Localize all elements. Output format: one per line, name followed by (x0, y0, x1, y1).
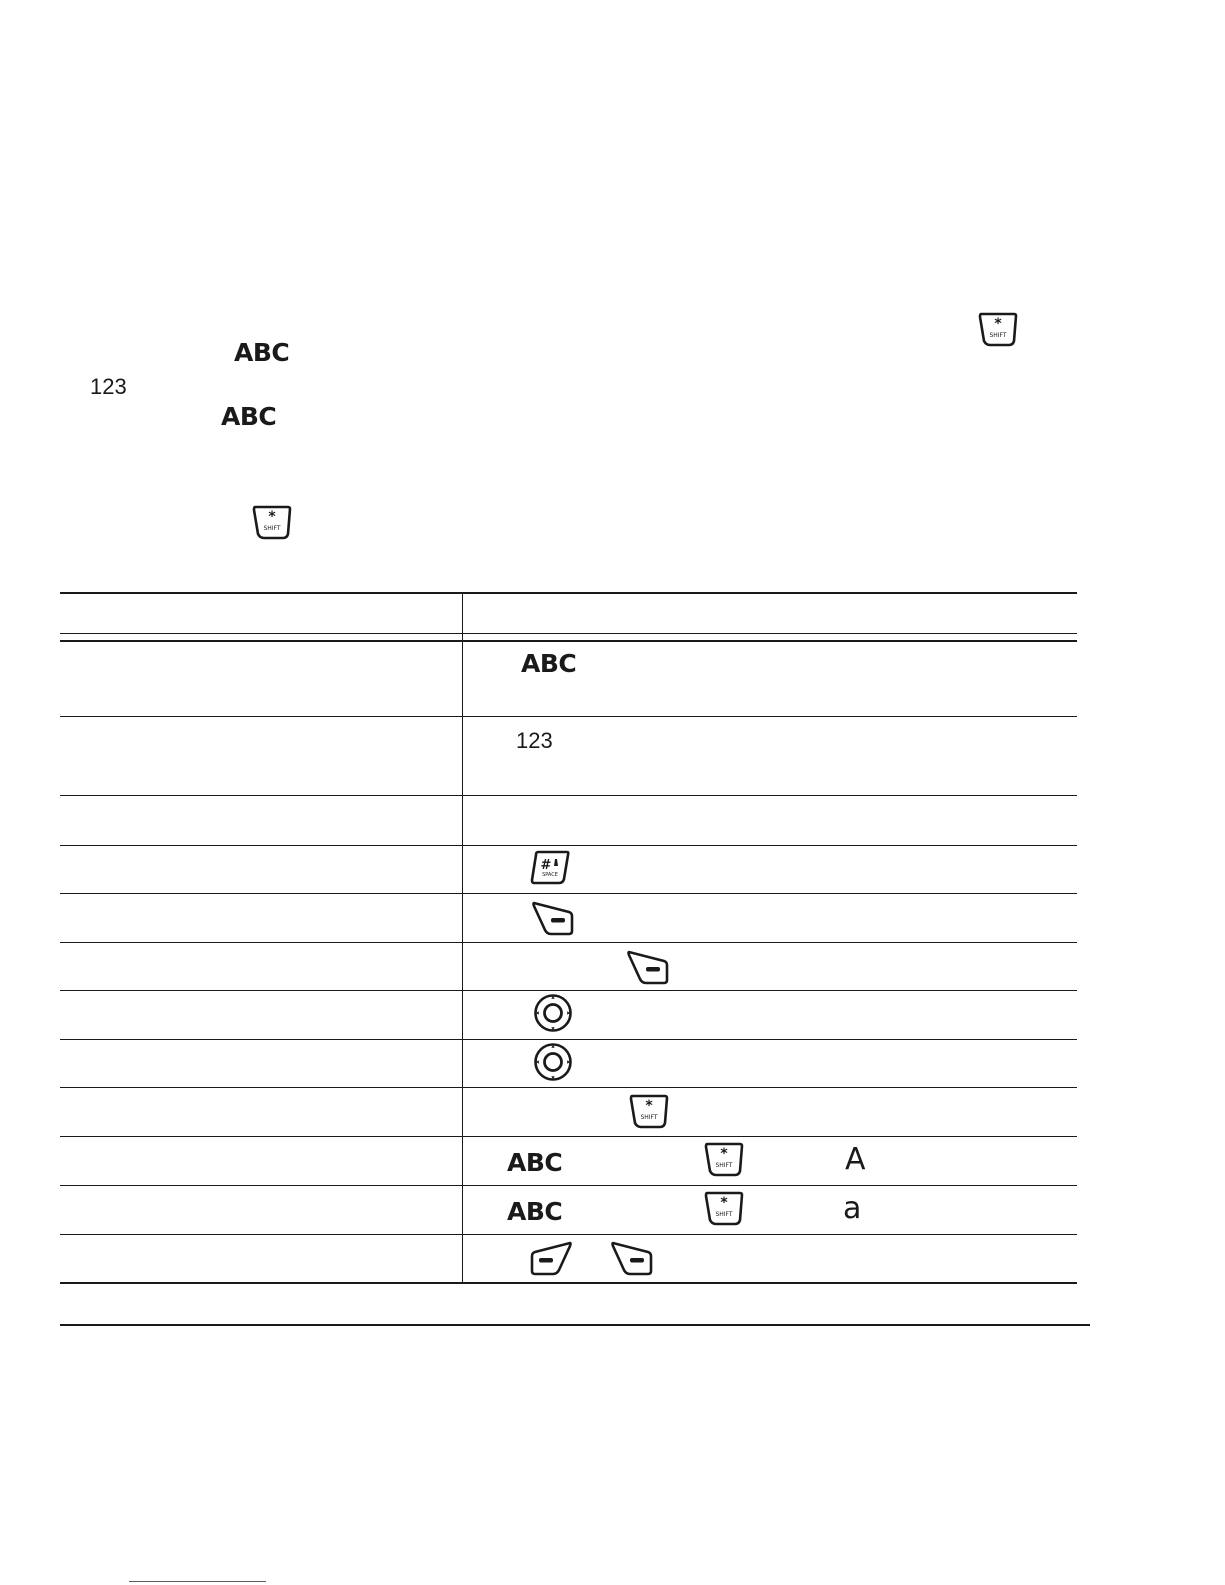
right-softkey-icon-2 (626, 949, 670, 985)
table-bottom-rule (60, 1282, 1077, 1284)
table-header-rule-1 (60, 633, 1077, 634)
abc-mode-indicator: ABC (234, 338, 290, 367)
row-divider (60, 1136, 1077, 1137)
row-uppercase-mode-label: ABC (507, 1148, 563, 1177)
key-function-table (0, 580, 1225, 1340)
right-softkey-icon-3 (610, 1240, 654, 1276)
navigation-key-icon (533, 993, 573, 1033)
row-abc-mode-label: ABC (521, 649, 577, 678)
star-shift-key-icon-5 (704, 1190, 744, 1226)
star-shift-key-icon-4 (704, 1141, 744, 1177)
row-divider (60, 845, 1077, 846)
123-mode-indicator: 123 (90, 374, 127, 399)
row-divider (60, 795, 1077, 796)
row-divider (60, 990, 1077, 991)
table-column-divider (462, 593, 463, 1283)
row-divider (60, 716, 1077, 717)
row-divider (60, 1234, 1077, 1235)
navigation-key-icon-2 (533, 1042, 573, 1082)
footer-link-underline[interactable] (129, 1581, 266, 1582)
pound-key-icon (530, 849, 570, 885)
page-bottom-rule (60, 1324, 1090, 1326)
uppercase-result-letter: A (845, 1142, 866, 1177)
star-shift-key-icon-3 (629, 1093, 669, 1129)
left-softkey-icon (529, 1240, 573, 1276)
row-divider (60, 893, 1077, 894)
right-softkey-icon (531, 900, 575, 936)
lowercase-result-letter: a (843, 1191, 862, 1226)
star-shift-key-icon-2 (252, 504, 292, 540)
row-divider (60, 1185, 1077, 1186)
row-divider (60, 1087, 1077, 1088)
star-shift-key-icon (978, 311, 1018, 347)
table-top-rule (60, 592, 1077, 594)
abc-mode-indicator-2: ABC (221, 402, 277, 431)
row-divider (60, 942, 1077, 943)
table-header-rule-2 (60, 640, 1077, 642)
intro-section (0, 0, 1225, 560)
row-lowercase-mode-label: ABC (507, 1197, 563, 1226)
row-123-mode-label: 123 (516, 728, 553, 753)
row-divider (60, 1039, 1077, 1040)
